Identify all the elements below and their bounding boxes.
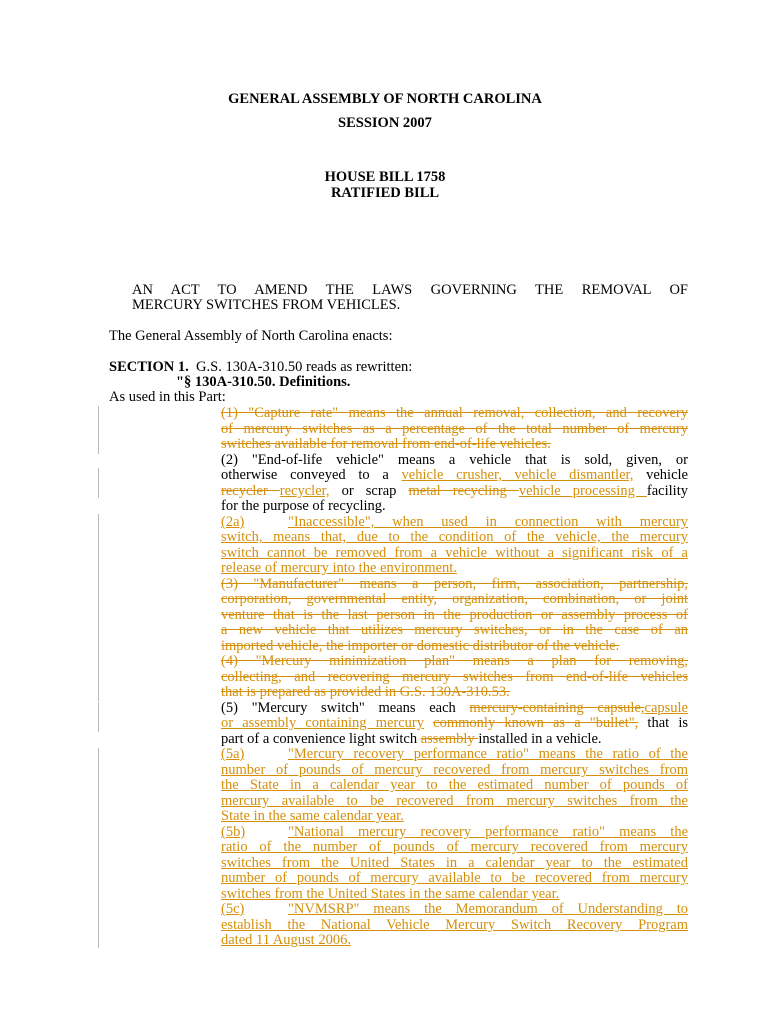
def-1-line-1: (1) "Capture rate" means the annual removal, collection, and recovery bbox=[221, 405, 688, 421]
def-5b-line-5: switches from the United States in the same calendar year. bbox=[221, 886, 560, 902]
def-3-line-5: imported vehicle, the importer or domestic distributor of the vehicle. bbox=[221, 638, 620, 654]
def-5b-text: "National mercury recovery performance ratio" means the bbox=[288, 824, 688, 840]
bill-number: HOUSE BILL 1758 bbox=[324, 169, 446, 185]
def-5a-line-5: State in the same calendar year. bbox=[221, 808, 404, 824]
section-text: G.S. 130A-310.50 reads as rewritten: bbox=[196, 359, 413, 375]
def-5a-line-2: number of pounds of mercury recovered from mercury switches from bbox=[221, 762, 688, 778]
inserted-text: vehicle processing bbox=[518, 483, 647, 499]
change-bar bbox=[98, 406, 99, 454]
def-3-line-3: venture that is the last person in the production or assembly process of bbox=[221, 607, 688, 623]
change-bar bbox=[98, 514, 99, 701]
def-2-line-1: (2) "End-of-life vehicle" means a vehicle that is sold, given, or bbox=[221, 452, 688, 468]
def-3-line-1: (3) "Manufacturer" means a person, firm, association, partnership, bbox=[221, 576, 688, 592]
def-2a-number: (2a) bbox=[221, 514, 245, 530]
def-2a-line-3: switch cannot be removed from a vehicle without a significant risk of a bbox=[221, 545, 688, 561]
def-5-text: that is bbox=[638, 715, 688, 731]
deleted-text: recycler bbox=[221, 483, 280, 499]
change-bar bbox=[98, 468, 99, 498]
def-5a-text: "Mercury recovery performance ratio" means the ratio of the bbox=[288, 746, 688, 762]
enacting-clause: The General Assembly of North Carolina enacts: bbox=[109, 328, 393, 344]
def-5c-text: "NVMSRP" means the Memorandum of Understanding to bbox=[288, 901, 688, 917]
section-intro: As used in this Part: bbox=[109, 389, 226, 405]
general-assembly-heading: GENERAL ASSEMBLY OF NORTH CAROLINA bbox=[228, 91, 542, 107]
deleted-text: commonly known as a "bullet", bbox=[433, 715, 639, 731]
def-2-line-2 bbox=[221, 468, 688, 483]
def-4-line-1: (4) "Mercury minimization plan" means a plan for removing, bbox=[221, 653, 688, 669]
deleted-text: assembly bbox=[420, 731, 479, 747]
def-5c-line-2: establish the National Vehicle Mercury Switch Recovery Program bbox=[221, 917, 688, 933]
act-title-line-2: MERCURY SWITCHES FROM VEHICLES. bbox=[132, 297, 401, 313]
def-5c-number: (5c) bbox=[221, 901, 245, 917]
def-5-text bbox=[424, 715, 433, 731]
def-2a-line-4: release of mercury into the environment. bbox=[221, 560, 457, 576]
def-1-line-2: of mercury switches as a percentage of the total number of mercury bbox=[221, 421, 688, 437]
def-2-text: or scrap bbox=[329, 483, 409, 499]
def-5a-line-4: mercury available to be recovered from mercury switches from the bbox=[221, 793, 688, 809]
def-2a-line-2: switch, means that, due to the condition of the vehicle, the mercury bbox=[221, 529, 688, 545]
def-2-text: vehicle bbox=[633, 467, 688, 483]
inserted-text: or assembly containing mercury bbox=[221, 715, 425, 731]
deleted-text: mercury-containing capsule, bbox=[469, 700, 645, 716]
def-5-text: (5) "Mercury switch" means each bbox=[221, 700, 470, 716]
def-5b-line-3: switches from the United States in a calendar year to the estimated bbox=[221, 855, 688, 871]
def-5c-line-3: dated 11 August 2006. bbox=[221, 932, 351, 948]
inserted-text: vehicle crusher, vehicle dismantler, bbox=[401, 467, 634, 483]
def-2-text: facility bbox=[646, 483, 688, 499]
def-1-line-3: switches available for removal from end-of-life vehicles. bbox=[221, 436, 551, 452]
def-4-line-3: that is prepared as provided in G.S. 130A-310.53. bbox=[221, 684, 510, 700]
change-bar bbox=[98, 748, 99, 948]
def-5-text: part of a convenience light switch bbox=[221, 731, 421, 747]
def-5a-line-3: the State in a calendar year to the estimated number of pounds of bbox=[221, 777, 688, 793]
def-2-text: otherwise conveyed to a bbox=[221, 467, 402, 483]
section-label: SECTION 1. bbox=[109, 359, 189, 375]
def-5-text: installed in a vehicle. bbox=[478, 731, 602, 747]
def-5-line-2 bbox=[221, 716, 688, 731]
act-title-line-1: AN ACT TO AMEND THE LAWS GOVERNING THE REMOVAL OF bbox=[132, 282, 688, 298]
def-5b-line-2: ratio of the number of pounds of mercury recovered from mercury bbox=[221, 839, 688, 855]
change-bar bbox=[98, 702, 99, 732]
def-5a-number: (5a) bbox=[221, 746, 245, 762]
session-heading: SESSION 2007 bbox=[338, 115, 432, 131]
inserted-text: recycler, bbox=[279, 483, 330, 499]
def-2-line-4: for the purpose of recycling. bbox=[221, 498, 386, 514]
def-5b-number: (5b) bbox=[221, 824, 246, 840]
def-3-line-4: a new vehicle that utilizes mercury switches, or in the case of an bbox=[221, 622, 688, 638]
def-5b-line-4: number of pounds of mercury available to be recovered from mercury bbox=[221, 870, 688, 886]
section-heading: "§ 130A-310.50. Definitions. bbox=[176, 374, 351, 390]
inserted-text: capsule bbox=[644, 700, 688, 716]
def-4-line-2: collecting, and recovering mercury switches from end-of-life vehicles bbox=[221, 669, 688, 685]
def-2a-text: "Inaccessible", when used in connection with mercury bbox=[288, 514, 688, 530]
def-3-line-2: corporation, governmental entity, organization, combination, or joint bbox=[221, 591, 688, 607]
deleted-text: metal recycling bbox=[408, 483, 519, 499]
bill-status: RATIFIED BILL bbox=[330, 185, 440, 201]
